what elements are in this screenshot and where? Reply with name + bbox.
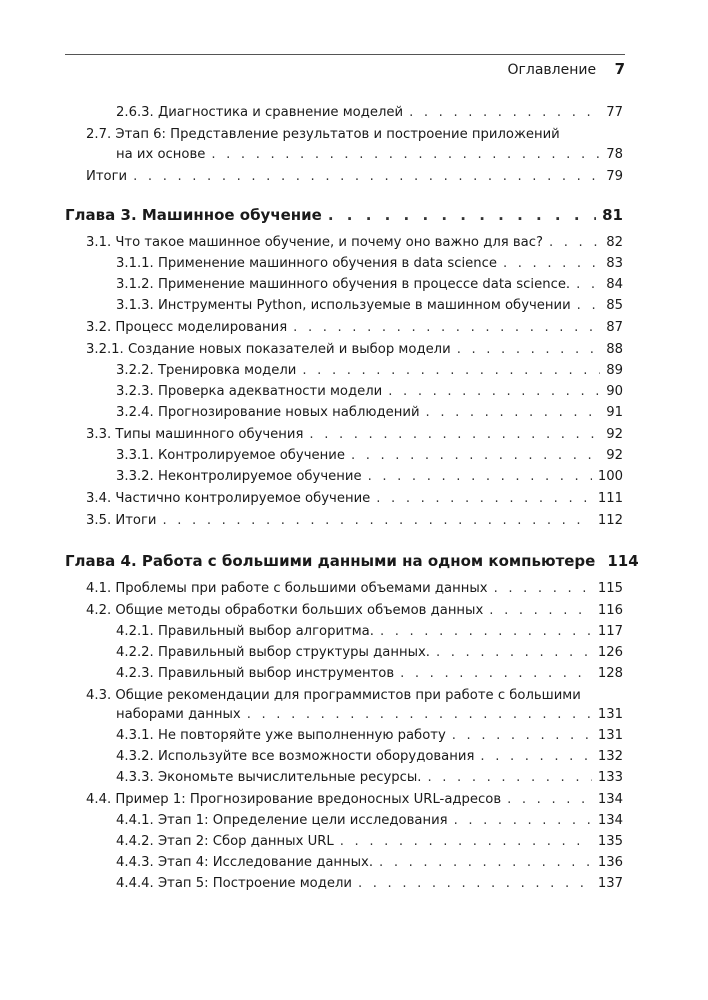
toc-entry-title: Итоги: [86, 169, 128, 184]
toc-entry: [116, 146, 623, 164]
toc-entry-title: 4.4.2. Этап 2: Сбор данных URL: [116, 834, 334, 849]
toc-entry-page: 134: [597, 813, 623, 828]
toc-entry-page: 88: [606, 342, 623, 357]
toc-entry: [86, 580, 623, 598]
toc-entry: [116, 104, 623, 122]
toc-entry-title: 4.1. Проблемы при работе с большими объемами данных: [86, 581, 488, 596]
toc-entry-title: 4.4.4. Этап 5: Построение модели: [116, 876, 352, 891]
toc-entry-title: 4.4. Пример 1: Прогнозирование вредоносных URL-адресов: [86, 792, 502, 807]
toc-entry-title: 3.3. Типы машинного обучения: [86, 427, 304, 442]
toc-entry-title-cont: на их основе: [116, 147, 206, 162]
toc-entry-page: 92: [606, 427, 623, 442]
toc-entry-title: 3.1. Что такое машинное обучение, и почему оно важно для вас?: [86, 235, 543, 250]
toc-entry: [116, 297, 623, 315]
header-rule: [65, 54, 625, 55]
toc-entry-page: 117: [597, 624, 623, 639]
toc-entry: [86, 168, 623, 186]
toc-entry-page: 84: [606, 277, 623, 292]
toc-entry-title: 2.7. Этап 6: Представление результатов и построение приложений: [86, 127, 560, 142]
toc-entry-title: 3.1.1. Применение машинного обучения в data science: [116, 256, 497, 271]
toc-chapter-title: Глава 3. Машинное обучение: [65, 206, 322, 224]
toc-entry-page: 92: [606, 448, 623, 463]
toc-entry: [86, 602, 623, 620]
toc-entry: [116, 255, 623, 273]
toc-entry-title: 4.3.1. Не повторяйте уже выполненную работу: [116, 728, 446, 743]
toc-entry: [116, 665, 623, 683]
running-head: [508, 60, 625, 78]
toc-entry: [116, 833, 623, 851]
toc-entry: [116, 276, 623, 294]
toc-entry: [116, 362, 623, 380]
toc-entry-page: 135: [597, 834, 623, 849]
toc-entry-page: 79: [606, 169, 623, 184]
toc-entry-title: 3.3.1. Контролируемое обучение: [116, 448, 345, 463]
toc-entry: [86, 341, 623, 359]
toc-entry-page: 87: [606, 320, 623, 335]
toc-entry-title: 3.5. Итоги: [86, 513, 157, 528]
toc-entry-title: 3.2. Процесс моделирования: [86, 320, 288, 335]
toc-entry-title: 3.2.1. Создание новых показателей и выбор модели: [86, 342, 451, 357]
toc-entry: [116, 468, 623, 486]
toc-entry-title: 2.6.3. Диагностика и сравнение моделей: [116, 105, 404, 120]
toc-entry-page: 85: [606, 298, 623, 313]
toc-entry-page: 132: [597, 749, 623, 764]
toc-entry-page: 116: [597, 603, 623, 618]
toc-entry: [116, 854, 623, 872]
toc-entry-title: 3.2.2. Тренировка модели: [116, 363, 297, 378]
toc-entry-title: 4.4.1. Этап 1: Определение цели исследования: [116, 813, 448, 828]
toc-entry: [116, 644, 623, 662]
toc-entry-page: 111: [597, 491, 623, 506]
toc-entry-page: 89: [606, 363, 623, 378]
toc-entry: [116, 706, 623, 724]
toc-entry-title: 3.2.4. Прогнозирование новых наблюдений: [116, 405, 420, 420]
toc-entry: [86, 791, 623, 809]
toc-entry-title: 3.1.2. Применение машинного обучения в процессе data science.: [116, 277, 571, 292]
toc-entry-title: 4.3.2. Используйте все возможности оборудования: [116, 749, 475, 764]
toc-entry: [116, 727, 623, 745]
toc-entry-page: 134: [597, 792, 623, 807]
toc-entry-title: 4.3.3. Экономьте вычислительные ресурсы.: [116, 770, 422, 785]
toc-entry-page: 115: [597, 581, 623, 596]
toc-entry-title-cont: наборами данных: [116, 707, 241, 722]
toc-entry-title: 3.1.3. Инструменты Python, используемые в машинном обучении: [116, 298, 571, 313]
toc-entry: [116, 404, 623, 422]
toc-entry-page: 90: [606, 384, 623, 399]
toc-entry-page: 133: [597, 770, 623, 785]
toc-entry-title: 4.2.2. Правильный выбор структуры данных.: [116, 645, 430, 660]
toc-entry: [86, 512, 623, 530]
toc-entry-page: 112: [597, 513, 623, 528]
toc-entry-page: 126: [597, 645, 623, 660]
toc-entry-page: 131: [597, 728, 623, 743]
toc-entry: [86, 426, 623, 444]
toc-entry-page: 83: [606, 256, 623, 271]
toc-chapter-page: 81: [602, 206, 623, 224]
toc-entry-page: 131: [597, 707, 623, 722]
toc-entry-title: 4.3. Общие рекомендации для программистов при работе с большими: [86, 688, 581, 703]
toc-entry: [116, 812, 623, 830]
toc-entry: [86, 234, 623, 252]
toc-entry-page: 91: [606, 405, 623, 420]
toc-entry: [116, 383, 623, 401]
toc-entry-title: 4.2.1. Правильный выбор алгоритма.: [116, 624, 374, 639]
toc-entry-title: 4.2. Общие методы обработки больших объемов данных: [86, 603, 484, 618]
toc-entry: [86, 319, 623, 337]
toc-chapter-page: 114: [607, 552, 639, 570]
toc-entry-page: 137: [597, 876, 623, 891]
toc-entry: [86, 490, 623, 508]
toc-entry: [116, 748, 623, 766]
toc-entry-page: 82: [606, 235, 623, 250]
toc-entry: [116, 447, 623, 465]
toc-chapter: [65, 206, 623, 224]
toc-entry-page: 136: [597, 855, 623, 870]
toc-entry-title: 3.3.2. Неконтролируемое обучение: [116, 469, 362, 484]
toc-entry: [116, 623, 623, 641]
toc-entry-title: 3.2.3. Проверка адекватности модели: [116, 384, 383, 399]
toc-entry: [116, 875, 623, 893]
toc-entry-title: 4.4.3. Этап 4: Исследование данных.: [116, 855, 374, 870]
toc-entry-title: 3.4. Частично контролируемое обучение: [86, 491, 371, 506]
section-title: Оглавление: [507, 62, 597, 78]
toc-chapter-title: Глава 4. Работа с большими данными на одном компьютере: [65, 552, 596, 570]
toc-chapter: [65, 552, 639, 570]
toc-entry-page: 77: [606, 105, 623, 120]
toc-entry-page: 100: [597, 469, 623, 484]
toc-entry-title: 4.2.3. Правильный выбор инструментов: [116, 666, 395, 681]
page-number: 7: [614, 60, 625, 78]
toc-entry: [116, 769, 623, 787]
toc-entry-page: 128: [597, 666, 623, 681]
toc-entry-page: 78: [606, 147, 623, 162]
